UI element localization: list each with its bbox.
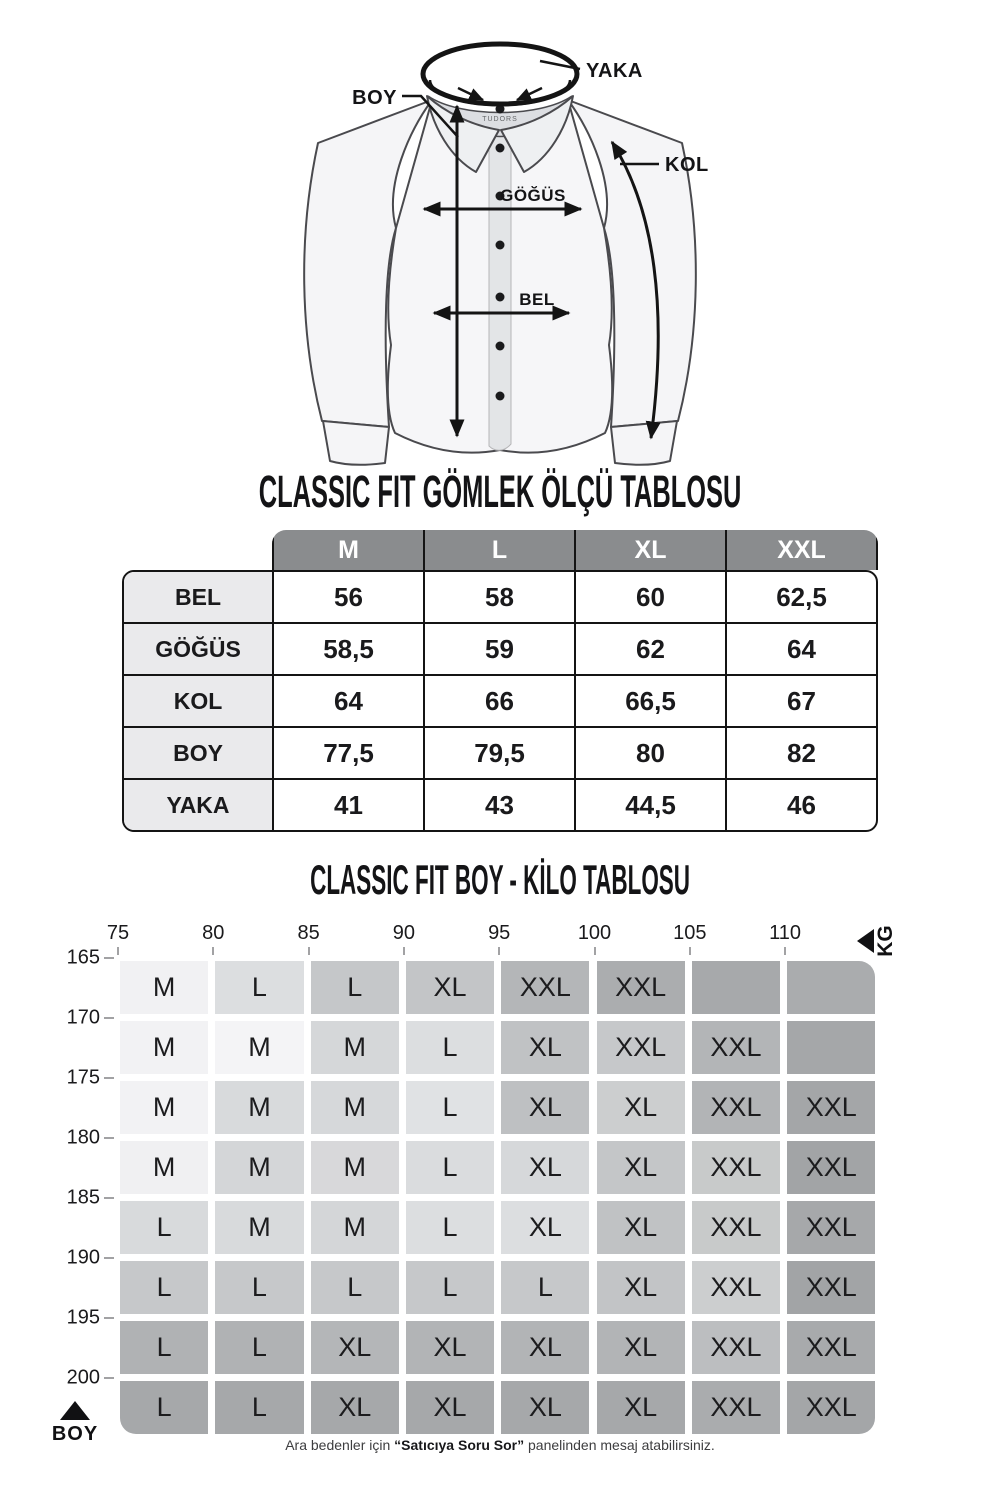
weight-grid-cell: XXL [692,1321,780,1374]
boy-axis-label: BOY [51,1423,99,1445]
weight-grid-cell: L [406,1081,494,1134]
weight-grid-cell: XXL [692,1261,780,1314]
boy-axis-arrow-icon [60,1401,90,1420]
kg-tickmark [403,947,405,955]
weight-grid-cell: XXL [787,1381,875,1434]
weight-grid-cell: M [215,1201,303,1254]
weight-grid-cell: L [215,1261,303,1314]
weight-grid-cell: M [215,1021,303,1074]
weight-grid-cell: M [120,1021,208,1074]
boy-tick-label: 195 [66,1306,100,1329]
boy-tick-label: 170 [66,1006,100,1029]
size-value-cell: 41 [272,778,423,830]
size-col-header-l: L [423,530,574,570]
weight-grid-cell: XXL [787,1201,875,1254]
size-value-cell: 44,5 [574,778,725,830]
weight-grid-cell: M [311,1021,399,1074]
boy-tick-label: 185 [66,1186,100,1209]
size-value-cell: 66 [423,674,574,726]
size-table-header-row [272,530,878,570]
size-row-label: BOY [124,726,272,778]
weight-grid-cell: L [406,1141,494,1194]
weight-grid-cell: M [311,1141,399,1194]
weight-grid-cell [787,1021,875,1074]
size-row-label: KOL [124,674,272,726]
boy-tickmark [104,1257,114,1259]
size-value-cell: 79,5 [423,726,574,778]
weight-grid-cell: XL [501,1321,589,1374]
size-value-cell: 59 [423,622,574,674]
footer-bold: “Satıcıya Soru Sor” [394,1437,525,1453]
weight-grid-cell: XXL [692,1381,780,1434]
weight-grid-cell: L [215,961,303,1014]
weight-grid-cell: M [120,1141,208,1194]
weight-grid-cell: M [215,1081,303,1134]
weight-grid-cell: XXL [692,1021,780,1074]
weight-grid-cell: XL [406,961,494,1014]
weight-grid-cell: M [311,1081,399,1134]
weight-grid-cell: XXL [597,961,685,1014]
weight-grid-cell: XXL [787,1081,875,1134]
weight-grid-cell: XL [501,1021,589,1074]
size-value-cell: 58,5 [272,622,423,674]
shirt-measurement-diagram [0,0,1000,470]
weight-grid-cell: L [311,961,399,1014]
boy-tickmark [104,1077,114,1079]
boy-tickmark [104,1017,114,1019]
weight-grid-cell: XXL [787,1141,875,1194]
kg-tickmark [689,947,691,955]
boy-label: BOY [352,87,397,109]
kg-tick-label: 75 [106,922,130,944]
boy-tick-label: 180 [66,1126,100,1149]
size-col-header-xl: XL [574,530,725,570]
kol-label: KOL [665,154,709,176]
shirt-right-cuff [611,421,677,465]
size-value-cell: 46 [725,778,876,830]
kg-axis-arrow-icon [857,929,874,953]
size-value-cell: 56 [272,572,423,622]
yaka-label: YAKA [586,60,643,82]
boy-tickmark [104,1377,114,1379]
kg-tickmark [784,947,786,955]
size-value-cell: 67 [725,674,876,726]
kg-tick-label: 95 [488,922,511,944]
weight-grid-cell: XXL [787,1261,875,1314]
size-value-cell: 58 [423,572,574,622]
weight-grid-cell: XL [501,1381,589,1434]
footer-suffix: panelinden mesaj atabilirsiniz. [524,1437,715,1453]
boy-tick-label: 200 [66,1366,100,1389]
boy-tickmark [104,1197,114,1199]
size-value-cell: 64 [725,622,876,674]
weight-grid-cell [787,961,875,1014]
kg-tickmark [498,947,500,955]
kg-tick-label: 85 [297,922,320,944]
size-col-header-m: M [272,530,423,570]
kg-tick-label: 80 [202,922,225,944]
collar-measure-inner-arc [430,80,570,105]
weight-grid-cell: XL [406,1321,494,1374]
boy-tickmark [104,1137,114,1139]
boy-tickmark [104,957,114,959]
size-value-cell: 43 [423,778,574,830]
kg-tickmark [117,947,119,955]
kg-tick-label: 110 [769,922,802,944]
size-table-title: CLASSIC FIT GÖMLEK ÖLÇÜ TABLOSU [258,466,742,517]
weight-grid-cell: XL [311,1321,399,1374]
weight-grid-cell: L [501,1261,589,1314]
kg-tickmark [594,947,596,955]
weight-grid-cell: XL [501,1201,589,1254]
size-value-cell: 80 [574,726,725,778]
weight-grid-cell: L [311,1261,399,1314]
weight-grid-cell: L [406,1021,494,1074]
size-value-cell: 77,5 [272,726,423,778]
weight-grid-cell: L [406,1201,494,1254]
size-row-label: BEL [124,572,272,622]
weight-grid-cell: XL [311,1381,399,1434]
size-value-cell: 64 [272,674,423,726]
weight-grid-cell: L [120,1261,208,1314]
size-table [122,530,878,832]
weight-grid-cell: M [311,1201,399,1254]
weight-grid-cell: XXL [692,1201,780,1254]
kg-axis-label: KG [874,925,897,957]
weight-grid-cell [692,961,780,1014]
kg-tick-label: 100 [577,922,612,944]
weight-grid-cell: M [120,961,208,1014]
weight-grid-cell: L [215,1321,303,1374]
weight-grid-cell: L [120,1321,208,1374]
brand-text: TUDORS [482,116,518,123]
weight-grid-cell: XL [597,1201,685,1254]
boy-tick-label: 190 [66,1246,100,1269]
weight-grid-cell: XL [597,1381,685,1434]
size-value-cell: 62,5 [725,572,876,622]
size-value-cell: 62 [574,622,725,674]
kg-tick-label: 90 [392,922,416,944]
weight-grid-cell: XXL [597,1021,685,1074]
kg-tick-label: 105 [673,922,707,944]
weight-grid-cell: XL [501,1081,589,1134]
weight-grid-cell: XXL [692,1141,780,1194]
weight-grid-cell: XXL [787,1321,875,1374]
weight-grid-cell: L [120,1201,208,1254]
weight-grid-cell: XL [501,1141,589,1194]
shirt-left-cuff [323,421,389,465]
weight-grid-cell: M [215,1141,303,1194]
weight-grid-cell: XL [597,1261,685,1314]
size-value-cell: 60 [574,572,725,622]
size-value-cell: 66,5 [574,674,725,726]
weight-grid-cell: XL [597,1141,685,1194]
size-col-header-xxl: XXL [725,530,878,570]
footer-prefix: Ara bedenler için [285,1437,395,1453]
weight-grid-cell: L [406,1261,494,1314]
boy-tick-label: 165 [66,946,100,969]
weight-grid-cell: XL [406,1381,494,1434]
weight-grid-cell: XXL [501,961,589,1014]
size-table-body [122,570,878,832]
kg-tickmark [308,947,310,955]
weight-grid-cell: L [120,1381,208,1434]
gogus-label: GÖĞÜS [500,186,566,205]
boy-tickmark [104,1317,114,1319]
footer-note [0,1437,1000,1453]
weight-grid-cell: XXL [692,1081,780,1134]
kg-tickmark [212,947,214,955]
bel-label: BEL [519,290,555,309]
size-row-label: YAKA [124,778,272,830]
weight-grid-cell: XL [597,1321,685,1374]
boy-tick-label: 175 [66,1066,100,1089]
weight-grid-cell: XL [597,1081,685,1134]
weight-grid-cell: M [120,1081,208,1134]
size-row-label: GÖĞÜS [124,622,272,674]
weight-chart-title: CLASSIC FIT BOY - KİLO TABLOSU [310,856,690,903]
weight-grid-cell: L [215,1381,303,1434]
size-value-cell: 82 [725,726,876,778]
